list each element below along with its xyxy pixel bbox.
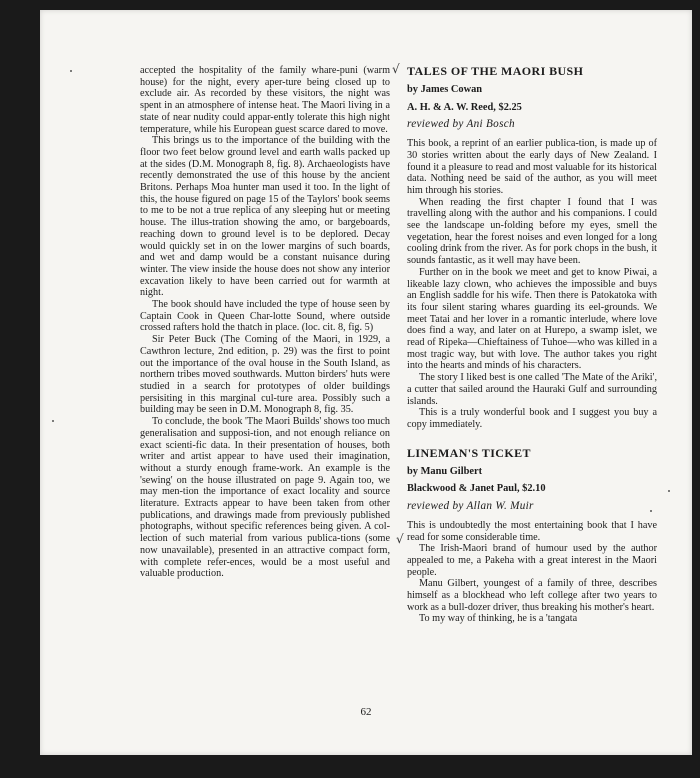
review-author: by James Cowan xyxy=(407,84,483,95)
right-column xyxy=(407,65,657,625)
scan-speck xyxy=(52,420,54,422)
review-paragraph: To my way of thinking, he is a 'tangata xyxy=(419,613,578,625)
review-paragraph: Manu Gilbert, youngest of a family of three, describes himself as a blockhead who left college after two years to work as a bull-dozer driver, thus breaking his mother's heart. xyxy=(407,578,657,613)
left-paragraph: Sir Peter Buck (The Coming of the Maori, in 1929, a Cawthron lecture, 2nd edition, p. 29) was the first to point out the importance of the oval house in the South Island, as northern tribes moved southwards. Mutton birders' huts were studied in a search for prototypes of older buildings persisiting in this marginal cul-ture area. Possibly such a building may be seen in D.M. Monograph 8, fig. 35. xyxy=(140,334,390,416)
review-tales-of-the-maori-bush xyxy=(407,65,657,431)
left-paragraph: accepted the hospitality of the family whare-puni (warm house) for the night, every aper-ture being closed up to exclude air. As recorded by these visitors, the night was spent in an atmosphere of intense heat. The Maori living in a state of near nudity could appar-ently tolerate this high night temperature, while his European guest scarce dared to move. xyxy=(140,65,390,135)
review-paragraph: When reading the first chapter I found that I was travelling along with the author and his companions. I could see the landscape un-folding before my eyes, smell the vegetation, hear the forest noises and even longed for a long cooling drink from the river. As for pork chops in the bush, it sounds fantastic, as it well may have been. xyxy=(407,196,657,267)
scan-speck xyxy=(668,490,670,492)
left-column xyxy=(140,65,390,580)
left-paragraph: The book should have included the type of house seen by Captain Cook in Queen Char-lotte Sound, where outside crossed rafters hold the thatch in place. (loc. cit. 8, fig. 5) xyxy=(140,299,390,334)
review-spacer xyxy=(407,431,657,447)
book-page xyxy=(40,10,692,755)
review-linemans-ticket xyxy=(407,447,657,625)
review-title: TALES OF THE MAORI BUSH xyxy=(407,64,584,78)
left-paragraph: To conclude, the book 'The Maori Builds' shows too much generalisation and supposi-tion, and not enough reliance on exact scienti-fic data. In their presentation of houses, both writer and artist appear to have used their imagination, without a sturdy enough frame-work. An example is the 'sewing' on the house illustrated on page 9. Again too, we may men-tion the importance of exact locality and source literature. Extracts appear to have been taken from other publications, and drawings made from previously published photographs, without specific references being given. A col-lection of such material from various publica-tions (some now unavailable), presented in an attractive compact form, with complete refer-ences, would be a most useful and valuable production. xyxy=(140,416,390,580)
review-paragraph: This book, a reprint of an earlier publica-tion, is made up of 30 stories written about the early days of New Zealand. I found it a pleasure to read and most valuable for its historical data. Nothing need be said of the author, as you will meet him through his stories. xyxy=(407,138,657,196)
tick-mark: √ xyxy=(396,532,404,546)
review-title: LINEMAN'S TICKET xyxy=(407,445,531,460)
review-paragraph: The Irish-Maori brand of humour used by the author appealed to me, a Pakeha with a great interest in the Maori people. xyxy=(407,543,657,578)
review-author: by Manu Gilbert xyxy=(407,465,483,477)
tick-mark: √ xyxy=(392,62,400,76)
scan-speck xyxy=(650,510,652,512)
review-reviewer: reviewed by Allan W. Muir xyxy=(407,500,534,513)
review-paragraph: This is undoubtedly the most entertaining book that I have read for some considerable time. xyxy=(407,519,657,543)
review-paragraph: Further on in the book we meet and get to know Piwai, a likeable lazy clown, who achieves the impossible and buys an English saddle for his wife. Then there is Patokatoka with its four silent staring whares guarding its eel-grounds. We meet Tatai and her lover in a romantic interlude, where love does find a way, and later on at Hurepo, a swamp islet, we read of Ripeka—Chieftainess of Tuhoe—who was killed in a most tragic way, but with love. The author takes you right into the hearts and minds of his characters. xyxy=(407,266,657,372)
review-publisher: A. H. & A. W. Reed, $2.25 xyxy=(407,101,522,113)
review-paragraph: This is a truly wonderful book and I suggest you buy a copy immediately. xyxy=(407,407,657,430)
page-number: 62 xyxy=(360,706,372,718)
review-paragraph: The story I liked best is one called 'The Mate of the Ariki', a cutter that sailed around the Hauraki Gulf and surrounding islands. xyxy=(407,372,657,407)
left-paragraph: This brings us to the importance of the building with the floor two feet below ground level and earth walls packed up at the sides (D.M. Monograph 8, fig. 8). Archaeologists have recently demonstrated the use of this house by the ancient Britons. Perhaps Moa hunter man used it too. In the light of this, the house figured on page 15 of the Taylors' book seems to me to be not a true replica of any sleeping hut or meeting house. The illus-tration showing the amo, or bargeboards, reaching down to ground level is to be deplored. Decay would quickly set in on the lower margins of such boards, and wet and damp would be a constant nuisance during winter. The view inside the house does not show any interior excavation likely to have been carried out for warmth at night. xyxy=(140,135,390,299)
scan-speck xyxy=(70,70,72,72)
review-reviewer: reviewed by Ani Bosch xyxy=(407,118,515,131)
review-publisher: Blackwood & Janet Paul, $2.10 xyxy=(407,483,546,495)
